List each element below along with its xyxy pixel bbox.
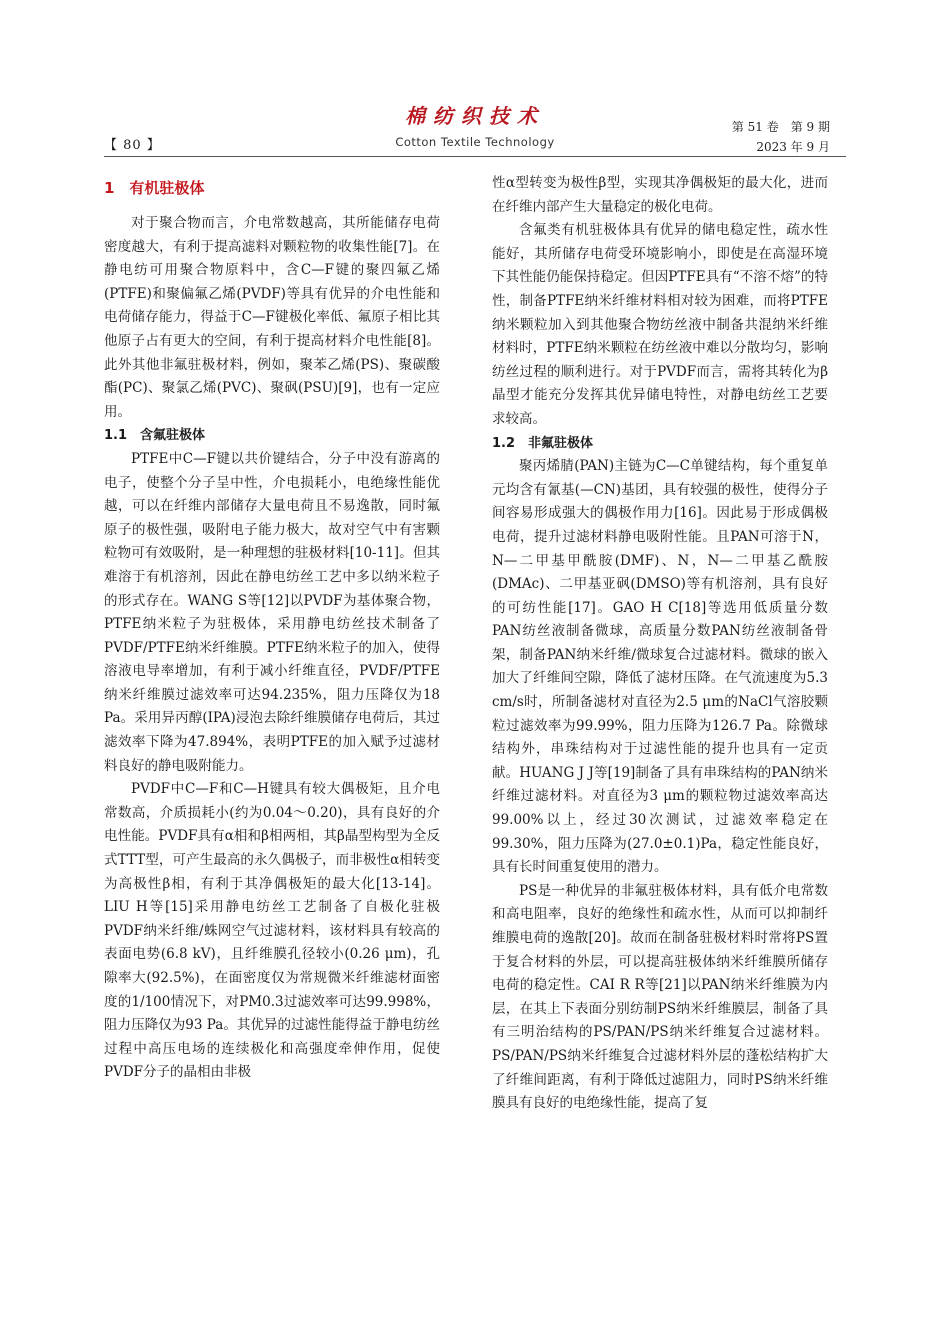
subsection-title: 1.1 含氟驻极体 [104,428,206,444]
subsection-title: 1.2 非氟驻极体 [492,435,594,451]
page-number: 【 80 】 [104,138,161,153]
journal-title-en: Cotton Textile Technology [395,135,555,149]
right-column [492,172,828,1116]
left-column [104,172,440,1085]
paragraph: PS是一种优异的非氟驻极体材料，具有低介电常数和高电阻率，良好的绝缘性和疏水性，从而可以抑制纤维膜电荷的逸散[20]。故而在制备驻极材料时常将PS置于复合材料的外层，可以提高驻极体纳米纤维膜所储存电荷的稳定性。CAI R R等[21]以PAN纳米纤维膜为内层，在其上下表面分别纺制PS纳米纤维膜层，制备了具有三明治结构的PS/PAN/PS纳米纤维复合过滤材料。PS/PAN/PS纳米纤维复合过滤材料外层的蓬松结构扩大了纤维间距离，有利于降低过滤阻力，同时PS纳米纤维膜具有良好的电绝缘性能，提高了复 [492,882,828,1112]
volume-info [732,117,830,157]
volume-issue: 第 51 卷 第 9 期 [731,120,830,134]
header-divider [104,156,846,157]
paragraph: PTFE中C—F键以共价键结合，分子中没有游离的电子，使整个分子呈中性，介电损耗小，电绝缘性能优越，可以在纤维内部储存大量电荷且不易逸散，同时氟原子的极性强，吸附电子能力极大，故对空气中有害颗粒物可有效吸附，是一种理想的驻极材料[10-11]。但其难溶于有机溶剂，因此在静电纺丝工艺中多以纳米粒子的形式存在。WANG S等[12]以PVDF为基体聚合物，PTFE纳米粒子为驻极体，采用静电纺丝技术制备了PVDF/PTFE纳米纤维膜。PTFE纳米粒子的加入，使得溶液电导率增加，有利于减小纤维直径，PVDF/PTFE纳米纤维膜过滤效率可达94.235%，阻力压降仅为18 Pa。采用异丙醇(IPA)浸泡去除纤维膜储存电荷后，其过滤效率下降为47.894%，表明PTFE的加入赋予过滤材料良好的静电吸附能力。 [104,450,440,774]
page-header [0,0,950,160]
paragraph: 含氟类有机驻极体具有优异的储电稳定性，疏水性能好，其所储存电荷受环境影响小，即使是在高湿环境下其性能仍能保持稳定。但因PTFE具有“不溶不熔”的特性，制备PTFE纳米纤维材料相对较为困难，而将PTFE纳米颗粒加入到其他聚合物纺丝液中制备共混纳米纤维材料时，PTFE纳米颗粒在纺丝液中难以分散均匀，影响纺丝过程的顺利进行。对于PVDF而言，需将其转化为β晶型才能充分发挥其优异储电特性，对静电纺丝工艺要求较高。 [492,222,828,427]
paragraph: PVDF中C—F和C—H键具有较大偶极矩，且介电常数高，介质损耗小(约为0.04～0.20)，具有良好的介电性能。PVDF具有α相和β相两相，其β晶型构型为全反式TTT型，可产生最高的永久偶极子，而非极性α相转变为高极性β相，有利于其净偶极矩的最大化[13-14]。LIU H等[15]采用静电纺丝工艺制备了自极化驻极PVDF纳米纤维/蛛网空气过滤材料，该材料具有较高的表面电势(6.8 kV)，且纤维膜孔径较小(0.26 μm)，孔隙率大(92.5%)，在面密度仅为常规微米纤维滤材面密度的1/100情况下，对PM0.3过滤效率可达99.998%，阻力压降仅为93 Pa。其优异的过滤性能得益于静电纺丝过程中高压电场的连续极化和高强度牵伸作用，促使PVDF分子的晶相由非极 [104,781,440,1081]
paragraph-continued: 性α型转变为极性β型，实现其净偶极矩的最大化，进而在纤维内部产生大量稳定的极化电荷。 [492,175,828,215]
paragraph: 对于聚合物而言，介电常数越高，其所能储存电荷密度越大，有利于提高滤料对颗粒物的收集性能[7]。在静电纺可用聚合物原料中，含C—F键的聚四氟乙烯(PTFE)和聚偏氟乙烯(PVDF)等具有优异的介电性能和电荷储存能力，得益于C—F键极化率低、氟原子相比其他原子占有更大的空间，有利于提高材料介电性能[8]。此外其他非氟驻极材料，例如，聚苯乙烯(PS)、聚碳酸酯(PC)、聚氯乙烯(PVC)、聚砜(PSU)[9]，也有一定应用。 [104,215,440,420]
journal-title-cn: 棉纺织技术 [405,104,545,128]
paragraph: 聚丙烯腈(PAN)主链为C—C单键结构，每个重复单元均含有氰基(—CN)基团，具有较强的极性，使得分子间容易形成强大的偶极作用力[16]。因此易于形成偶极电荷，提升过滤材料静电吸附性能。且PAN可溶于N，N—二甲基甲酰胺(DMF)、N，N—二甲基乙酰胺(DMAc)、二甲基亚砜(DMSO)等有机溶剂，具有良好的可纺性能[17]。GAO H C[18]等选用低质量分数PAN纺丝液制备微球，高质量分数PAN纺丝液制备骨架，制备PAN纳米纤维/微球复合过滤材料。微球的嵌入加大了纤维间空隙，降低了滤材压降。在气流速度为5.3 cm/s时，所制备滤材对直径为2.5 μm的NaCl气溶胶颗粒过滤效率为99.99%，阻力压降为126.7 Pa。除微球结构外，串珠结构对于过滤性能的提升也具有一定贡献。HUANG J J等[19]制备了具有串珠结构的PAN纳米纤维过滤材料。对直径为3 μm的颗粒物过滤效率高达99.00%以上，经过30次测试，过滤效率稳定在99.30%，阻力压降为(27.0±0.1)Pa，稳定性能良好，具有长时间重复使用的潜力。 [492,458,828,876]
publication-date: 2023 年 9 月 [756,140,830,154]
section-title: 1 有机驻极体 [104,179,205,197]
